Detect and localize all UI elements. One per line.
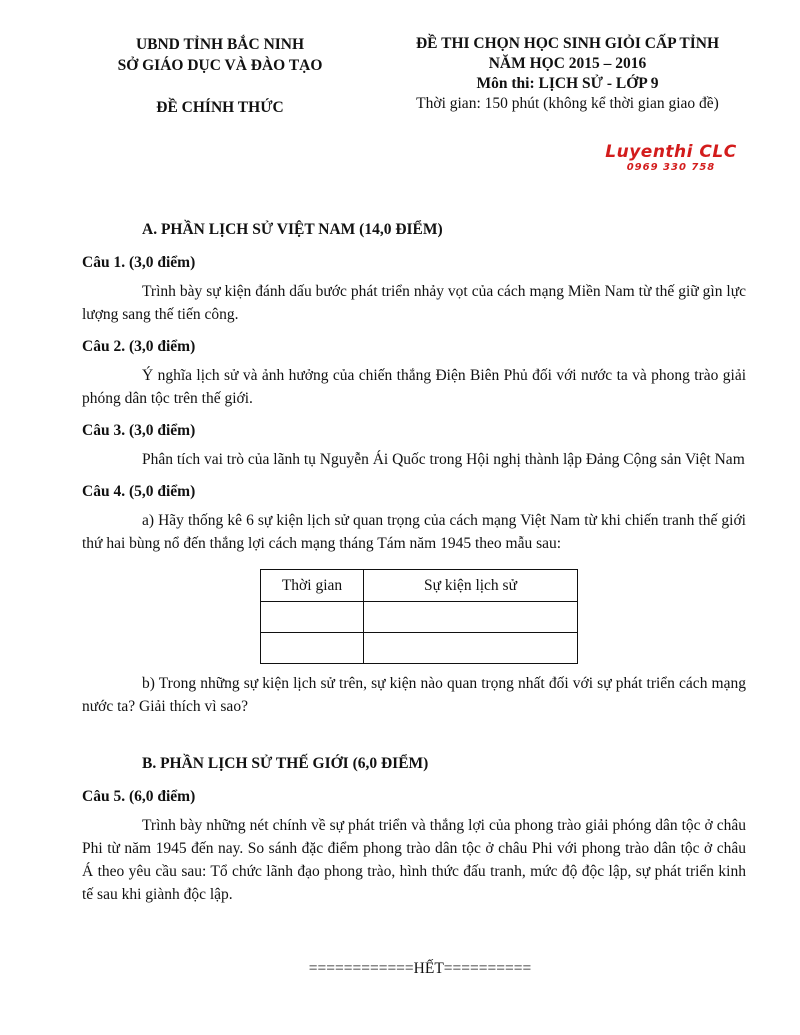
school-year: NĂM HỌC 2015 – 2016 [488, 55, 647, 72]
table-cell [261, 633, 364, 664]
event-template-table [260, 569, 578, 664]
table-cell [261, 602, 364, 633]
question-3-title: Câu 3. (3,0 điểm) [82, 422, 196, 439]
section-a-title: A. PHẦN LỊCH SỬ VIỆT NAM (14,0 ĐIỂM) [142, 221, 443, 238]
brand-phone: 0969 330 758 [626, 162, 716, 173]
question-5-text: Trình bày những nét chính về sự phát triển và thắng lợi của phong trào giải phóng dân tộc ở châu Phi từ năm 1945 đến nay. So sánh đặc điểm phong trào dân tộc ở châu Phi với phong trào dân tộc ở châu Á theo yêu cầu sau: Tổ chức lãnh đạo phong trào, hình thức đấu tranh, mức độ độc lập, sự phát triển kinh tế sau khi giành độc lập. [82, 817, 746, 903]
exam-title: ĐỀ THI CHỌN HỌC SINH GIỎI CẤP TỈNH [415, 35, 720, 52]
exam-title-block [380, 34, 755, 114]
duration: Thời gian: 150 phút (không kể thời gian giao đề) [416, 95, 719, 112]
table-cell [364, 633, 578, 664]
question-4a-text: a) Hãy thống kê 6 sự kiện lịch sử quan trọng của cách mạng Việt Nam từ khi chiến tranh thế giới thứ hai bùng nổ đến thắng lợi cách mạng tháng Tám năm 1945 theo mẫu sau: [82, 512, 746, 552]
question-3-text: Phân tích vai trò của lãnh tụ Nguyễn Ái Quốc trong Hội nghị thành lập Đảng Cộng sản Việt Nam [142, 451, 745, 468]
table-row [261, 633, 578, 664]
exam-content [82, 218, 746, 906]
official-label: ĐỀ CHÍNH THỨC [156, 99, 284, 116]
end-mark: ============HẾT========== [308, 960, 532, 977]
column-header-event: Sự kiện lịch sử [364, 570, 578, 602]
question-4b-text: b) Trong những sự kiện lịch sử trên, sự kiện nào quan trọng nhất đối với sự phát triển cách mạng nước ta? Giải thích vì sao? [82, 675, 746, 715]
question-2-text: Ý nghĩa lịch sử và ảnh hưởng của chiến thắng Điện Biên Phủ đối với nước ta và phong trào giải phóng dân tộc trên thế giới. [82, 367, 746, 407]
issuer-block [90, 34, 350, 118]
question-2-title: Câu 2. (3,0 điểm) [82, 338, 196, 355]
brand-watermark [596, 143, 746, 173]
issuer-line-2: SỞ GIÁO DỤC VÀ ĐÀO TẠO [117, 57, 323, 74]
subject: Môn thi: LỊCH SỬ - LỚP 9 [476, 75, 659, 92]
question-5-title: Câu 5. (6,0 điểm) [82, 788, 196, 805]
table-cell [364, 602, 578, 633]
brand-name: Luyenthi CLC [605, 142, 737, 162]
section-b-title: B. PHẦN LỊCH SỬ THẾ GIỚI (6,0 ĐIỂM) [142, 755, 429, 772]
table-row [261, 602, 578, 633]
column-header-time: Thời gian [261, 570, 364, 602]
issuer-line-1: UBND TỈNH BẮC NINH [135, 36, 305, 53]
table-header-row [261, 570, 578, 602]
question-1-text: Trình bày sự kiện đánh dấu bước phát triển nhảy vọt của cách mạng Miền Nam từ thế giữ gìn lực lượng sang thế tiến công. [82, 283, 746, 323]
question-1-title: Câu 1. (3,0 điểm) [82, 254, 196, 271]
question-4-title: Câu 4. (5,0 điểm) [82, 483, 196, 500]
